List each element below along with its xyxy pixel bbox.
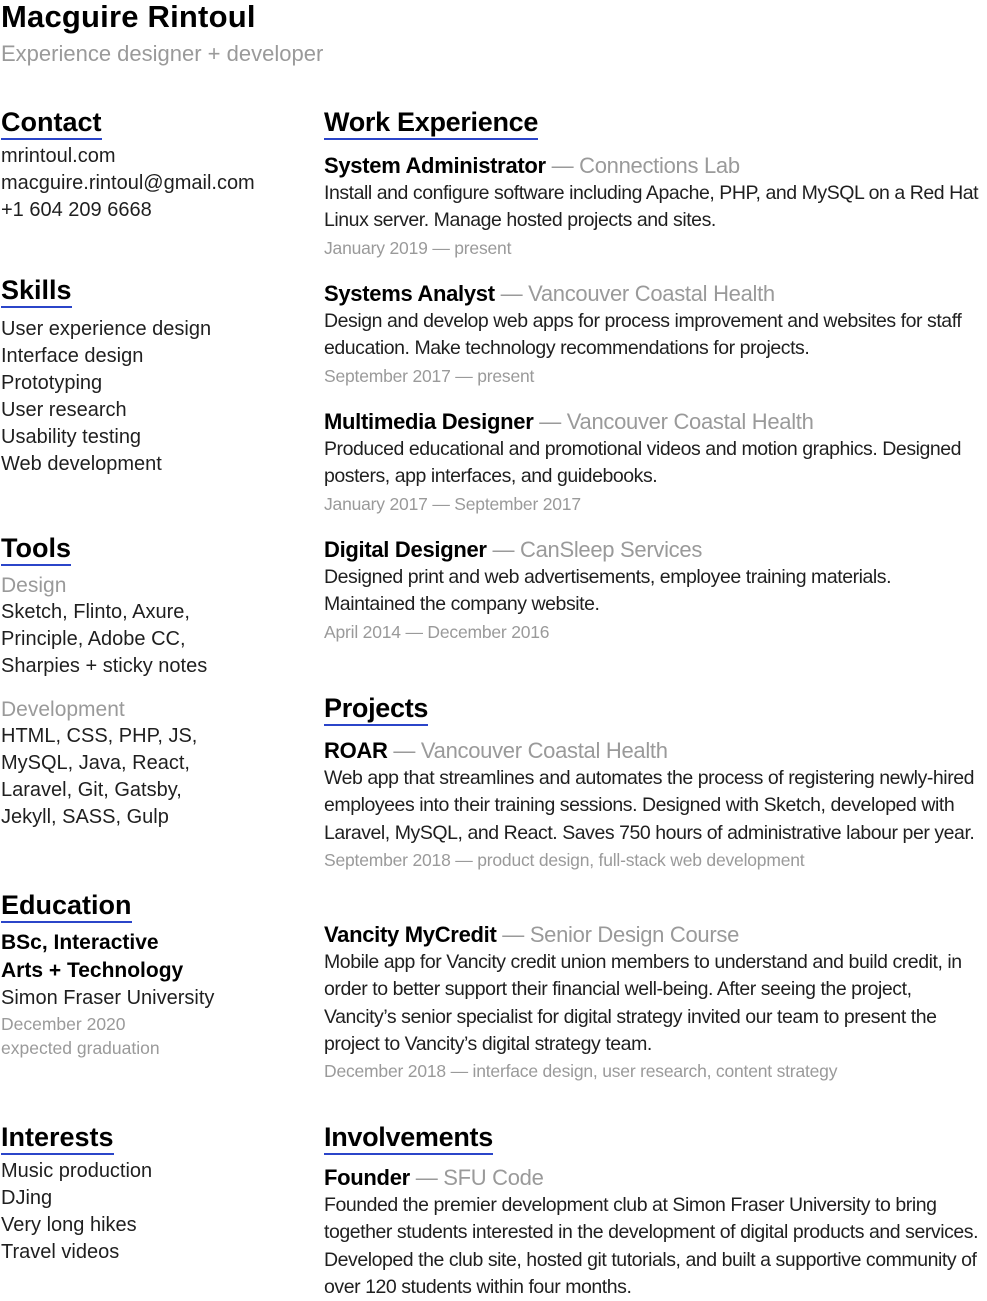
tools-line: HTML, CSS, PHP, JS, (1, 725, 198, 747)
interest-item: Very long hikes (1, 1214, 137, 1236)
graduation-note: expected graduation (1, 1038, 160, 1058)
job-dates: January 2017 — September 2017 (324, 493, 581, 514)
skill-item: Interface design (1, 345, 144, 367)
job-description: Design and develop web apps for process improvement and websites for staff education. Make technology recommendations for projects. (324, 310, 962, 360)
organization: Vancouver Coastal Health (528, 281, 775, 306)
project-description: Web app that streamlines and automates the process of registering newly-hired employees into their training sessions. Designed with Sketch, developed with Laravel, MySQL, and React. Saves 750 hours of administrative labour per year. (324, 767, 975, 844)
tools-line: Laravel, Git, Gatsby, (1, 779, 182, 801)
skill-item: User experience design (1, 318, 212, 340)
job-description: Designed print and web advertisements, employee training materials. Maintained the company website. (324, 566, 892, 616)
tools-line: Principle, Adobe CC, (1, 628, 186, 650)
organization: Vancouver Coastal Health (420, 738, 668, 763)
phone-link[interactable]: +1 604 209 6668 (1, 199, 152, 221)
interest-item: DJing (1, 1187, 53, 1209)
resume-tagline: Experience designer + developer (1, 41, 324, 66)
tools-line: Sketch, Flinto, Axure, (1, 601, 190, 623)
education-section (1, 890, 214, 1060)
skills-heading: Skills (1, 275, 72, 308)
resume-name: Macguire Rintoul (1, 0, 256, 34)
job-dates: September 2017 — present (324, 365, 535, 386)
job-title: Digital Designer (324, 537, 487, 562)
degree-line: BSc, Interactive (1, 931, 159, 954)
job-title: Systems Analyst (324, 281, 495, 306)
projects-heading: Projects (324, 693, 428, 726)
skill-item: User research (1, 399, 127, 421)
organization: SFU Code (443, 1165, 544, 1190)
work-experience-heading: Work Experience (324, 107, 538, 140)
skill-item: Prototyping (1, 372, 103, 394)
involvements-section (324, 1122, 493, 1155)
job-title: System Administrator (324, 153, 546, 178)
interests-heading: Interests (1, 1122, 114, 1155)
graduation-date: December 2020 (1, 1014, 126, 1034)
school-name: Simon Fraser University (1, 987, 215, 1009)
separator: — (494, 281, 529, 306)
tools-group-design (1, 572, 207, 680)
job-dates: April 2014 — December 2016 (324, 621, 550, 642)
separator: — (496, 922, 530, 947)
job-title: Multimedia Designer (324, 409, 534, 434)
separator: — (387, 738, 421, 763)
project-entry (324, 921, 986, 1084)
project-entry (324, 737, 986, 873)
project-name: ROAR (324, 738, 388, 763)
work-entry (324, 152, 986, 261)
contact-section (1, 107, 255, 224)
job-dates: January 2019 — present (324, 237, 512, 258)
separator: — (545, 153, 580, 178)
separator: — (486, 537, 521, 562)
organization: Connections Lab (579, 153, 740, 178)
project-name: Vancity MyCredit (324, 922, 497, 947)
organization: CanSleep Services (520, 537, 703, 562)
project-meta: December 2018 — interface design, user research, content strategy (324, 1061, 838, 1082)
tools-line: Jekyll, SASS, Gulp (1, 806, 169, 828)
interest-item: Travel videos (1, 1241, 120, 1263)
work-entry (324, 408, 986, 517)
organization: Senior Design Course (529, 922, 740, 947)
project-description: Mobile app for Vancity credit union members to understand and build credit, in order to better support their financial well-being. After seeing the project, Vancity’s senior specialist for digital strategy invited our team to present the project to Vancity’s digital strategy team. (324, 951, 962, 1055)
skill-item: Web development (1, 453, 162, 475)
tools-heading: Tools (1, 533, 71, 566)
tools-line: Sharpies + sticky notes (1, 655, 208, 677)
tools-line: MySQL, Java, React, (1, 752, 190, 774)
job-description: Produced educational and promotional videos and motion graphics. Designed posters, app interfaces, and guidebooks. (324, 438, 962, 488)
education-heading: Education (1, 890, 132, 923)
separator: — (409, 1165, 444, 1190)
tools-group-label: Design (1, 574, 67, 597)
involvement-entry (324, 1164, 986, 1301)
work-experience-section (324, 107, 538, 140)
email-link[interactable]: macguire.rintoul@gmail.com (1, 172, 255, 194)
tools-group-development (1, 696, 207, 831)
skills-section (1, 275, 211, 478)
degree-line: Arts + Technology (1, 959, 184, 982)
involvement-description: Founded the premier development club at Simon Fraser University to bring together students interested in the development of digital products and services. Developed the club site, hosted git tutorials, and built a supportive community of over 120 students within four months. (324, 1194, 979, 1298)
organization: Vancouver Coastal Health (566, 409, 814, 434)
tools-section (1, 533, 207, 831)
involvement-role: Founder (324, 1165, 410, 1190)
tools-group-label: Development (1, 698, 125, 721)
projects-section (324, 693, 428, 726)
involvements-heading: Involvements (324, 1122, 493, 1155)
website-link[interactable]: mrintoul.com (1, 145, 116, 167)
job-description: Install and configure software including Apache, PHP, and MySQL on a Red Hat Linux server. Manage hosted projects and sites. (324, 182, 979, 232)
skill-item: Usability testing (1, 426, 142, 448)
interests-section (1, 1122, 152, 1266)
work-entry (324, 536, 986, 645)
contact-heading: Contact (1, 107, 102, 140)
project-meta: September 2018 — product design, full-stack web development (324, 849, 805, 870)
interest-item: Music production (1, 1160, 153, 1182)
work-entry (324, 280, 986, 389)
separator: — (533, 409, 567, 434)
